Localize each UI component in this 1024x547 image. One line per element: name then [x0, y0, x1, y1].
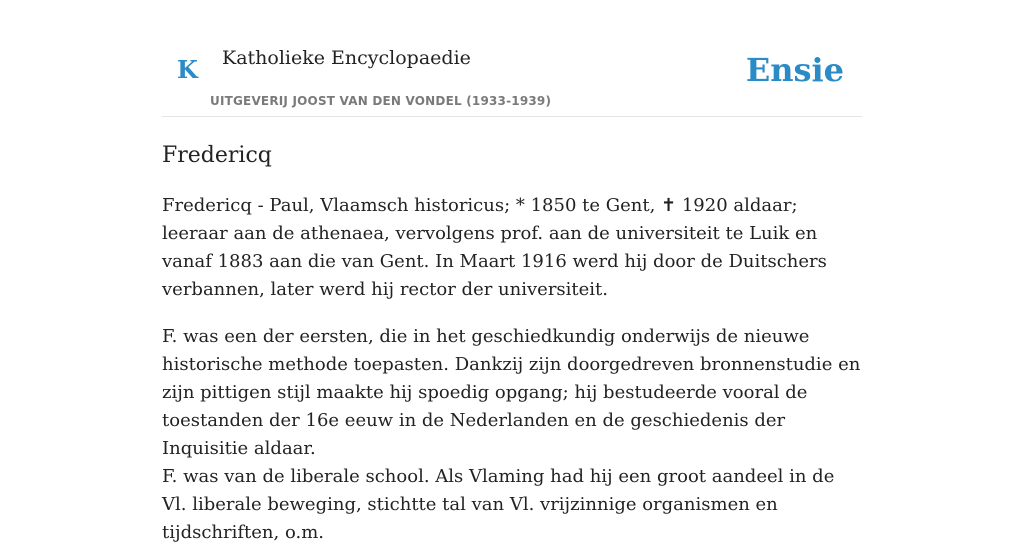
article — [162, 130, 862, 543]
book-title[interactable]: Katholieke Encyclopaedie — [222, 47, 471, 69]
article-paragraph: F. was van de liberale school. Als Vlaming had hij een groot aandeel in de Vl. liberale beweging, stichtte tal van Vl. vrijzinnige organismen en tijdschriften, o.m. — [162, 466, 835, 543]
site-header — [162, 0, 862, 117]
ensie-brand-logo[interactable]: Ensie — [745, 51, 844, 89]
publisher-line: UITGEVERIJ JOOST VAN DEN VONDEL (1933-1939) — [210, 94, 552, 108]
entry-title: Fredericq — [162, 143, 272, 168]
article-paragraph: Fredericq - Paul, Vlaamsch historicus; * 1850 te Gent, ✝ 1920 aldaar; leeraar aan de athenaea, vervolgens prof. aan de universiteit te Luik en vanaf 1883 aan die van Gent. In Maart 1916 werd hij door de Duitschers verbannen, later werd hij rector der universiteit. — [162, 195, 827, 300]
article-paragraph: F. was een der eersten, die in het geschiedkundig onderwijs de nieuwe historische methode toepasten. Dankzij zijn doorgedreven bronnenstudie en zijn pittigen stijl maakte hij spoedig opgang; hij bestudeerde vooral de toestanden der 16e eeuw in de Nederlanden en de geschiedenis der Inquisitie aldaar. — [162, 326, 861, 459]
encyclopedia-logo[interactable]: K — [177, 55, 198, 84]
